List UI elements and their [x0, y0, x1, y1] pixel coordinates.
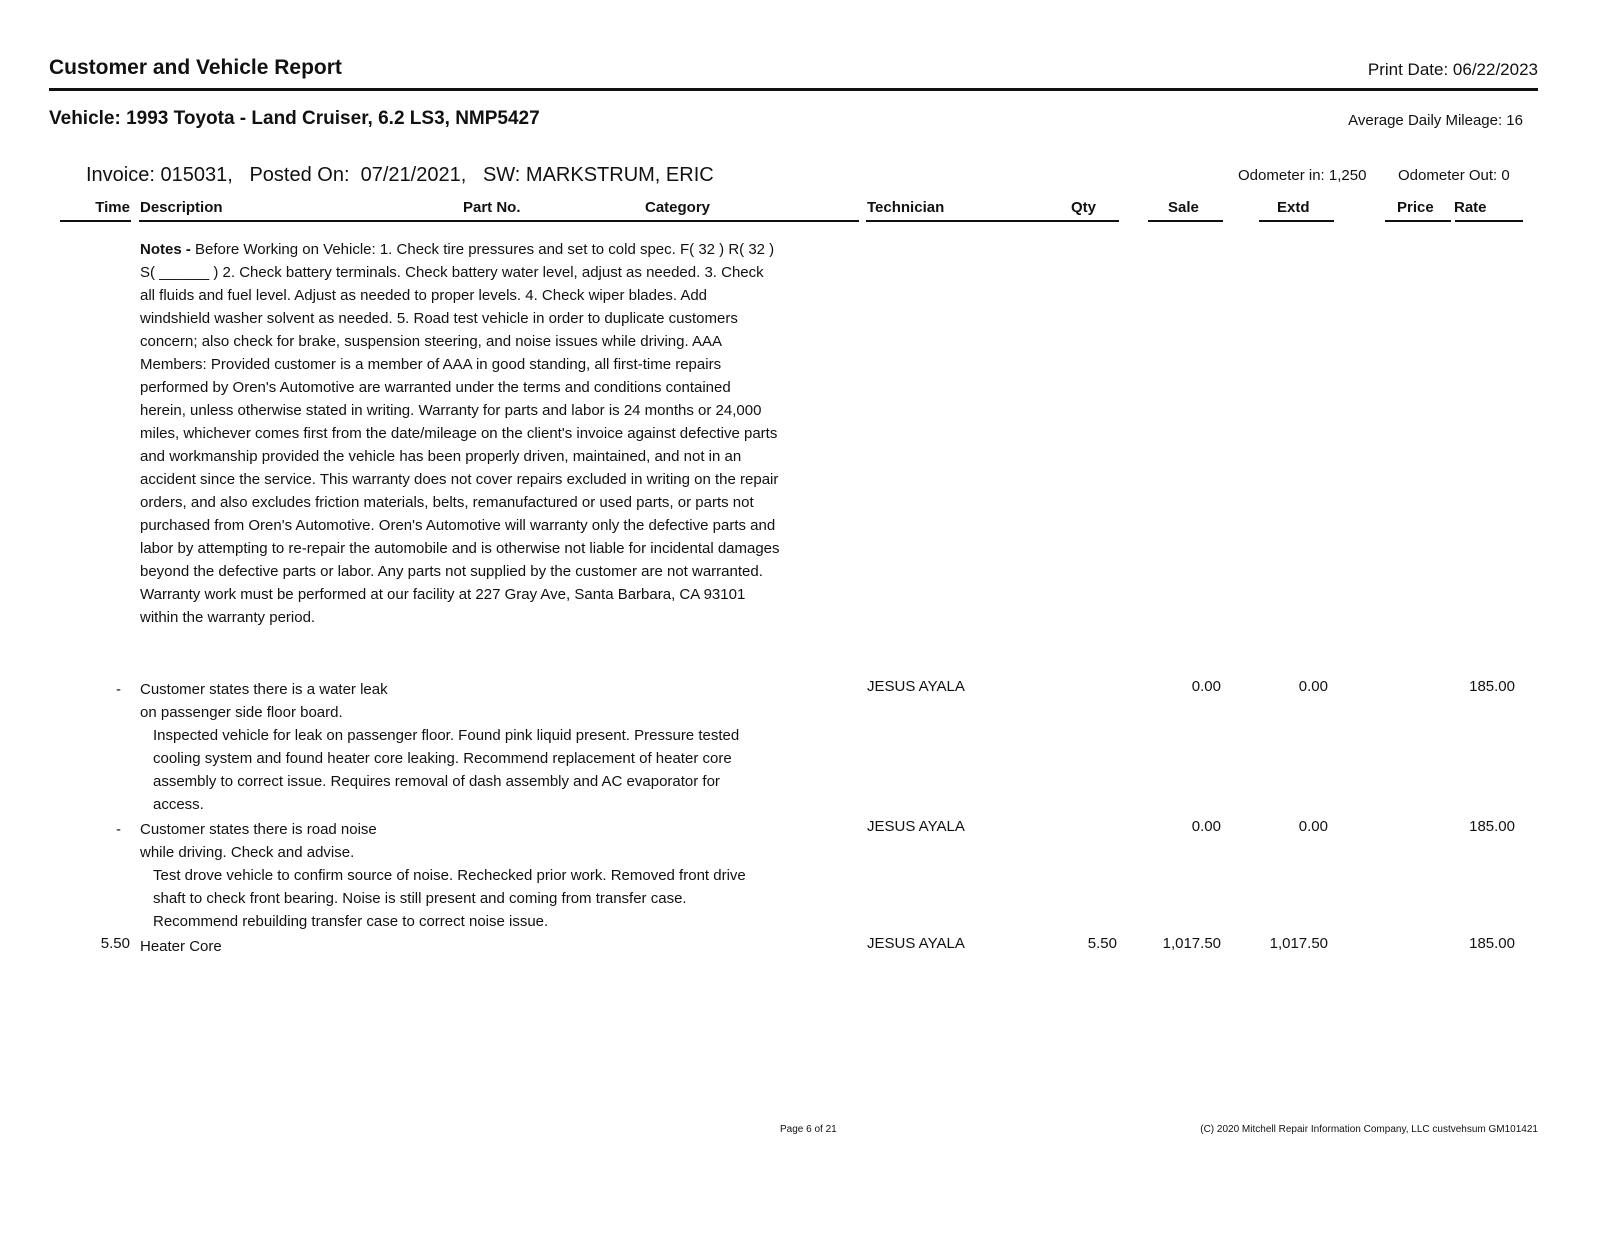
report-title: Customer and Vehicle Report [49, 56, 342, 79]
col-time: Time [95, 199, 130, 216]
col-rule [60, 220, 131, 222]
col-sale: Sale [1168, 199, 1199, 216]
average-daily-mileage: Average Daily Mileage: 16 [1348, 112, 1523, 129]
notes-text: Before Working on Vehicle: 1. Check tire pressures and set to cold spec. F( 32 ) R( 32 ) S( ______ ) 2. Check battery terminals. Check battery water level, adjust as needed. 3. Check all fluids and fuel level. Adjust as needed to proper levels. 4. Check wiper blades. Add windshield washer solvent as needed. 5. Road test vehicle in order to duplicate customers concern; also check for brake, suspension steering, and noise issues while driving. AAA Members: Provided customer is a member of AAA in good standing, all first-time repairs performed by Oren's Automotive are warranted under the terms and conditions contained herein, unless otherwise stated in writing. Warranty for parts and labor is 24 months or 24,000 miles, whichever comes first from the date/mileage on the client's invoice against defective parts and workmanship provided the vehicle has been properly driven, maintained, and not in an accident since the service. This warranty does not cover repairs excluded in writing on the repair orders, and also excludes friction materials, belts, remanufactured or used parts, or parts not purchased from Oren's Automotive. Oren's Automotive will warranty only the defective parts and labor by attempting to re-repair the automobile and is otherwise not liable for incidental damages beyond the defective parts or labor. Any parts not supplied by the customer are not warranted. Warranty work must be performed at our facility at 227 Gray Ave, Santa Barbara, CA 93101 within the warranty period. [140, 241, 780, 626]
line-qty: 5.50 [1087, 935, 1117, 952]
line-time: 5.50 [100, 935, 130, 952]
col-part-no: Part No. [463, 199, 521, 216]
line-extd: 1,017.50 [1269, 935, 1328, 952]
line-description: Heater Core [140, 938, 222, 955]
line-rate: 185.00 [1469, 818, 1515, 835]
col-price: Price [1397, 199, 1434, 216]
col-rule [139, 220, 461, 222]
col-rule [1259, 220, 1334, 222]
odometer-out: Odometer Out: 0 [1398, 167, 1510, 184]
line-description: Customer states there is a water leak [140, 681, 388, 698]
line-description: Customer states there is road noise [140, 821, 377, 838]
line-sale: 0.00 [1191, 818, 1221, 835]
col-extd: Extd [1277, 199, 1310, 216]
line-extd: 0.00 [1298, 818, 1328, 835]
col-category: Category [645, 199, 711, 216]
col-rule [643, 220, 859, 222]
page-number: Page 6 of 21 [780, 1124, 837, 1135]
notes-label: Notes - [140, 241, 191, 258]
col-technician: Technician [867, 199, 945, 216]
copyright: (C) 2020 Mitchell Repair Information Company, LLC custvehsum GM101421 [1200, 1124, 1538, 1135]
line-time: - [116, 681, 121, 698]
invoice-summary: Invoice: 015031, Posted On: 07/21/2021, SW: MARKSTRUM, ERIC [86, 164, 714, 186]
line-technician: JESUS AYALA [867, 678, 965, 695]
title-divider [49, 88, 1538, 91]
col-rule [1385, 220, 1451, 222]
line-time: - [116, 821, 121, 838]
col-rate: Rate [1454, 199, 1487, 216]
col-rule [1455, 220, 1523, 222]
line-description-cont: on passenger side floor board. [140, 704, 343, 721]
print-date: Print Date: 06/22/2023 [1367, 60, 1538, 79]
line-detail: Test drove vehicle to confirm source of noise. Rechecked prior work. Removed front drive shaft to check front bearing. Noise is still present and coming from transfer case. Recommend rebuilding transfer case to correct noise issue. [153, 867, 746, 930]
notes-block [140, 238, 780, 629]
line-technician: JESUS AYALA [867, 818, 965, 835]
col-rule [866, 220, 1119, 222]
line-technician: JESUS AYALA [867, 935, 965, 952]
vehicle-title: Vehicle: 1993 Toyota - Land Cruiser, 6.2 LS3, NMP5427 [49, 108, 540, 129]
line-sale: 1,017.50 [1162, 935, 1221, 952]
line-sale: 0.00 [1191, 678, 1221, 695]
line-detail: Inspected vehicle for leak on passenger floor. Found pink liquid present. Pressure tested cooling system and found heater core leaking. Recommend replacement of heater core assembly to correct issue. Requires removal of dash assembly and AC evaporator for access. [153, 727, 740, 813]
odometer-in: Odometer in: 1,250 [1238, 167, 1367, 184]
line-extd: 0.00 [1298, 678, 1328, 695]
line-rate: 185.00 [1469, 935, 1515, 952]
col-rule [461, 220, 643, 222]
line-rate: 185.00 [1469, 678, 1515, 695]
col-qty: Qty [1071, 199, 1097, 216]
line-description-cont: while driving. Check and advise. [140, 844, 355, 861]
col-description: Description [140, 199, 223, 216]
col-rule [1148, 220, 1223, 222]
